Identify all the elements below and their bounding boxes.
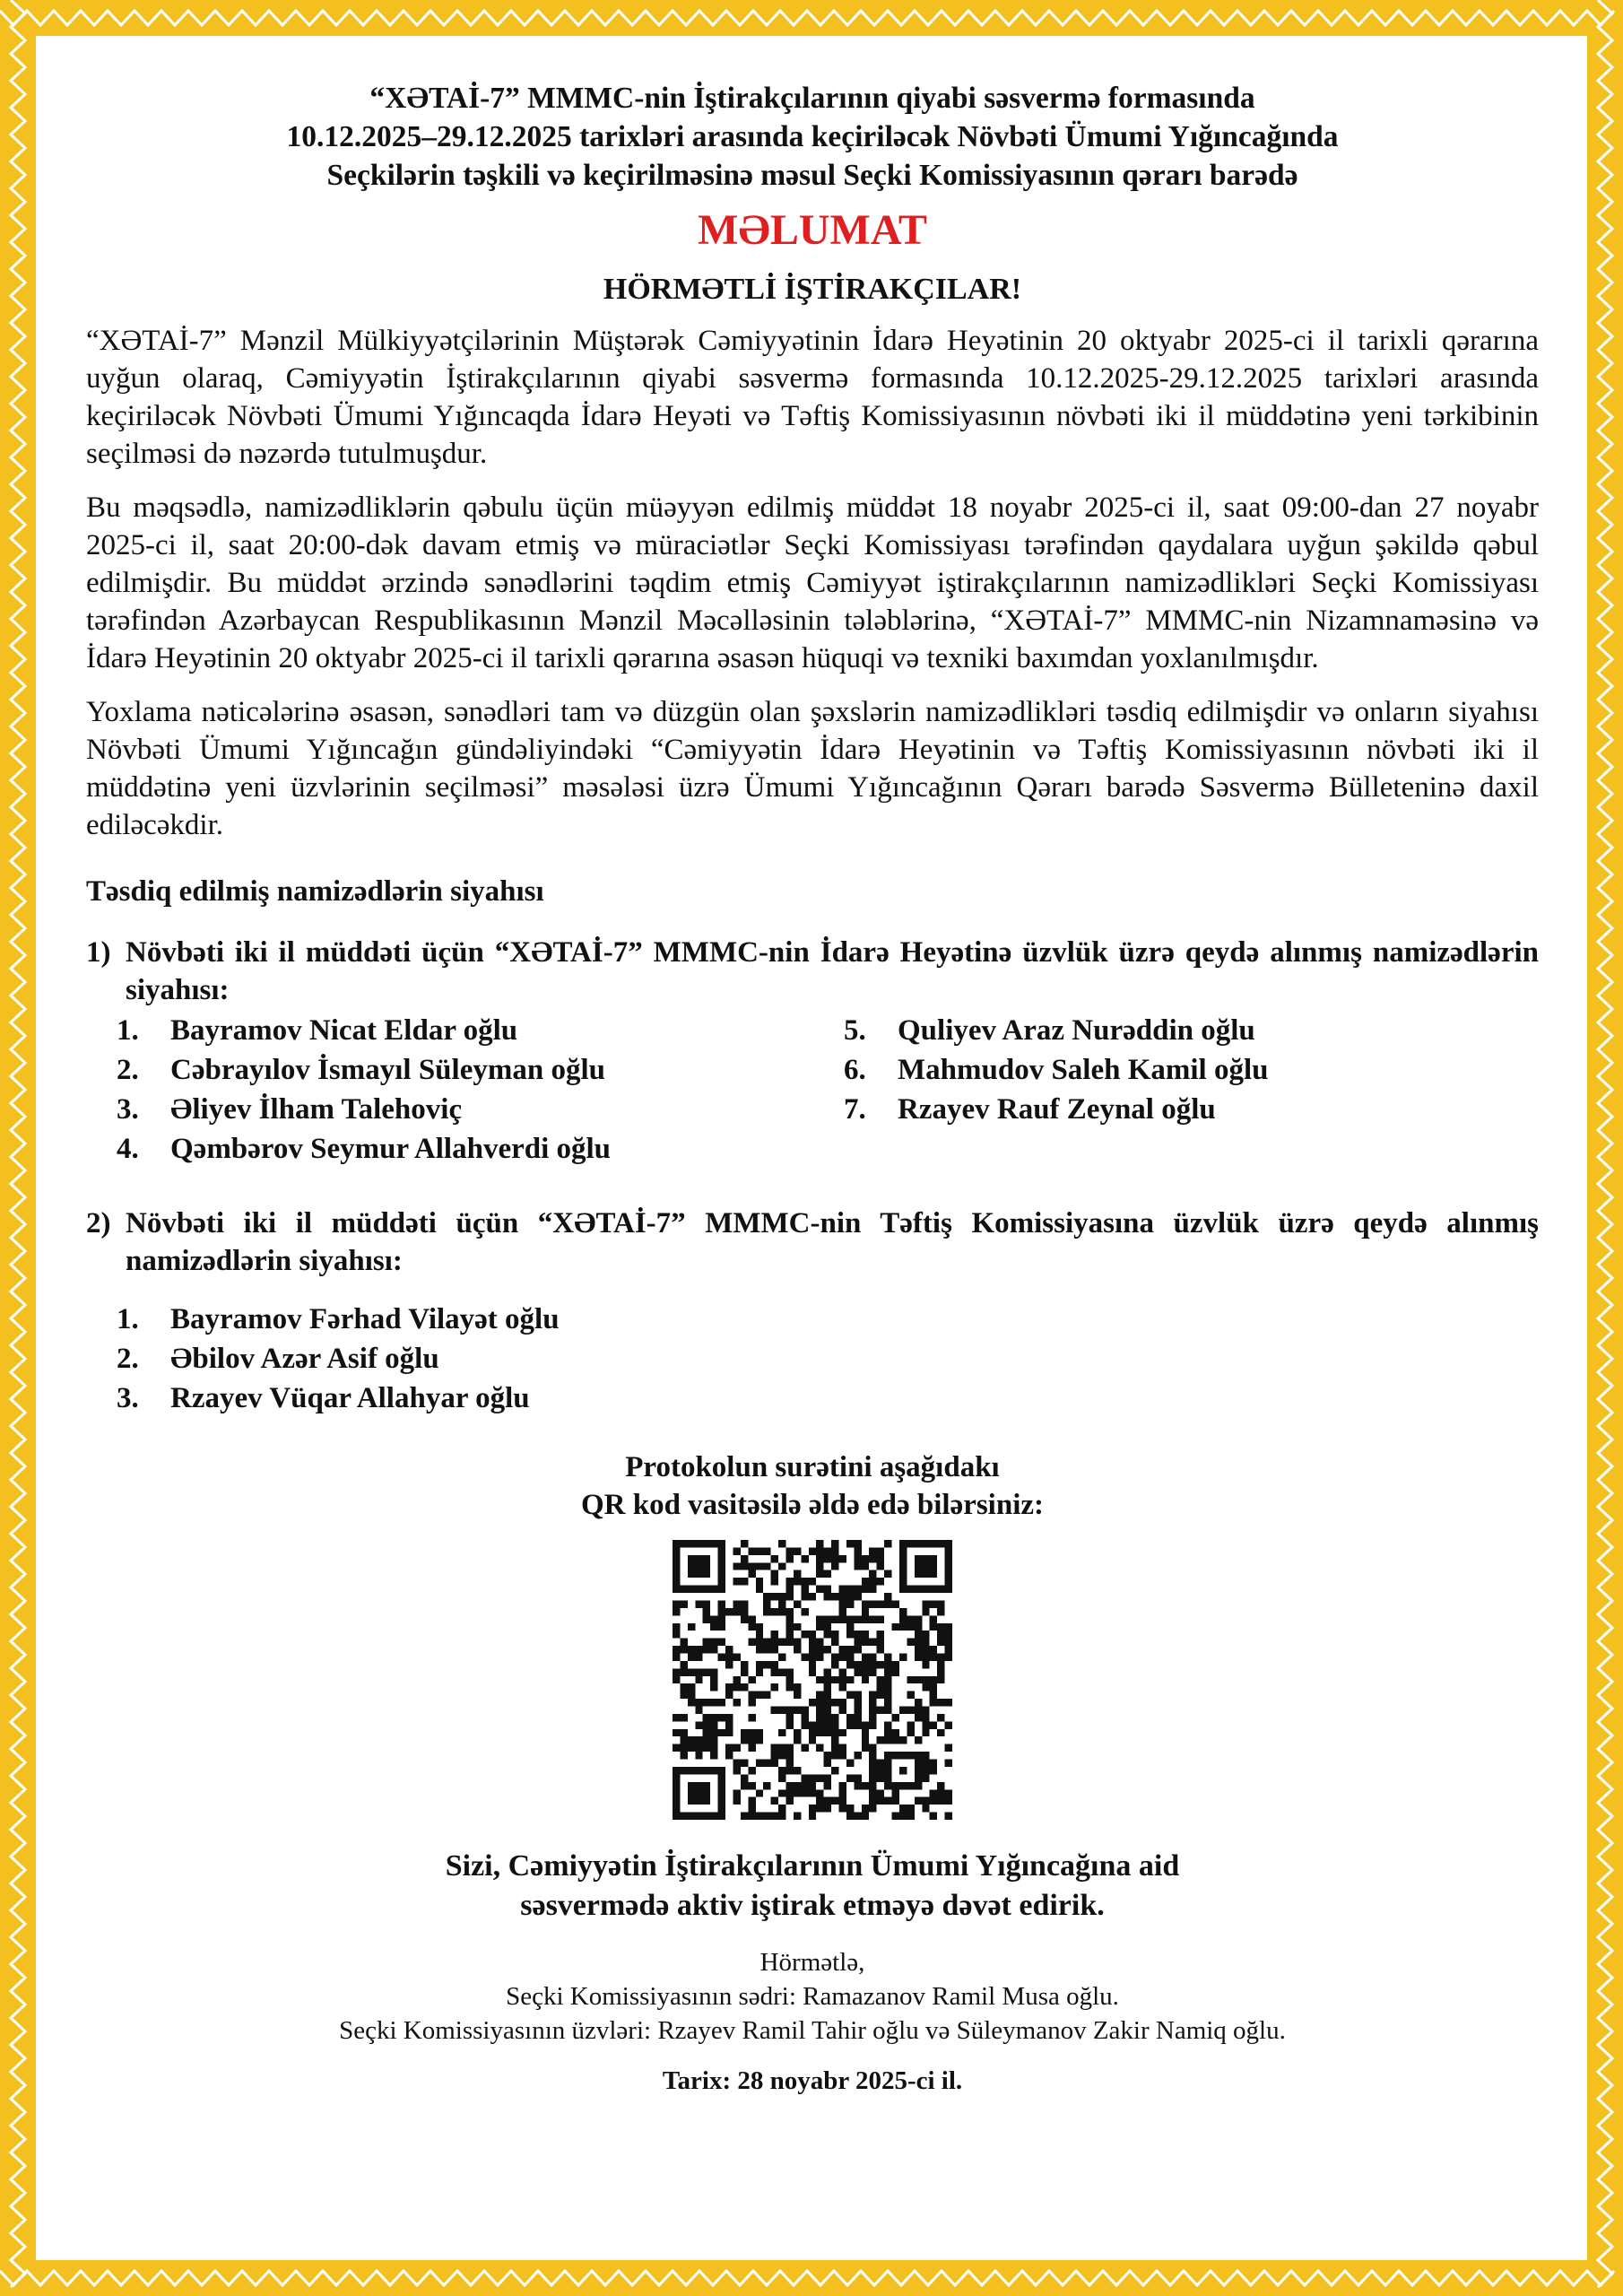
list-item: 1. Bayramov Nicat Eldar oğlu: [117, 1014, 518, 1047]
list-item: 5. Quliyev Araz Nurəddin oğlu: [844, 1014, 1255, 1047]
qr-caption: [86, 1448, 1539, 1524]
section-board-title: Növbəti iki il müddəti üçün “XƏTAİ-7” MMMC-nin İdarə Heyətinə üzvlük üzrə qeydə alınmış namizədlərin siyahısı:: [126, 936, 1539, 1006]
list-item: 3. Əliyev İlham Talehoviç: [117, 1093, 463, 1126]
signature-greeting: Hörmətlə,: [759, 1948, 865, 1977]
closing-line-1: Sizi, Cəmiyyətin İştirakçılarının Ümumi Yığıncağına aid: [445, 1849, 1180, 1883]
signature-members: Seçki Komissiyasının üzvləri: Rzayev Ramil Tahir oğlu və Süleymanov Zakir Namiq oğlu.: [339, 2016, 1286, 2045]
paragraph-2: Bu məqsədlə, namizədliklərin qəbulu üçün müəyyən edilmiş müddət 18 noyabr 2025-ci il, saat 09:00-dan 27 noyabr 2025-ci il, saat 20:00-dək davam etmiş və müraciətlər Seçki Komissiyası tərəfindən qaydalara uyğun şəkildə qəbul edilmişdir. Bu müddət ərzində sənədlərini təqdim etmiş Cəmiyyət iştirakçılarının namizədlikləri Seçki Komissiyası tərəfindən Azərbaycan Respublikasının Mənzil Məcəlləsinin tələblərinə, “XƏTAİ-7” MMMC-nin Nizamnaməsinə və İdarə Heyətinin 20 oktyabr 2025-ci il tarixli qərarına əsasən hüquqi və texniki baxımdan yoxlanılmışdır.: [86, 491, 1539, 674]
list-item: 6. Mahmudov Saleh Kamil oğlu: [844, 1054, 1269, 1086]
signature-chair: Seçki Komissiyasının sədri: Ramazanov Ramil Musa oğlu.: [506, 1982, 1119, 2011]
list-title: Təsdiq edilmiş namizədlərin siyahısı: [86, 875, 544, 908]
announcement: [86, 79, 1539, 2098]
section-audit-number: 2): [86, 1207, 111, 1239]
header-line-1: “XƏTAİ-7” MMMC-nin İştirakçılarının qiyabi səsvermə formasında: [369, 82, 1255, 115]
section-audit-heading: [86, 1205, 1539, 1280]
board-candidates: [86, 1011, 1539, 1169]
qr-caption-line-1: Protokolun surətini aşağıdakı: [625, 1451, 1000, 1483]
list-item: 2. Əbilov Azər Asif oğlu: [117, 1343, 439, 1375]
closing-message: [86, 1847, 1539, 1926]
paragraph-3: Yoxlama nəticələrinə əsasən, sənədləri tam və düzgün olan şəxslərin namizədlikləri təsdiq edilmişdir və onların siyahısı Növbəti Ümumi Yığıncağın gündəliyindəki “Cəmiyyətin İdarə Heyətinin və Təftiş Komissiyasının növbəti iki il müddətinə yeni üzvlərinin seçilməsi” məsələsi üzrə Ümumi Yığıncağının Qərarı barədə Səsvermə Bülleteninə daxil ediləcəkdir.: [86, 696, 1539, 841]
section-board-number: 1): [86, 936, 111, 969]
qr-caption-line-2: QR kod vasitəsilə əldə edə bilərsiniz:: [580, 1489, 1045, 1521]
section-audit-title: Növbəti iki il müddəti üçün “XƏTAİ-7” MMMC-nin Təftiş Komissiyasına üzvlük üzrə qeydə alınmış namizədlərin siyahısı:: [126, 1207, 1539, 1277]
list-item: 4. Qəmbərov Seymur Allahverdi oğlu: [117, 1133, 612, 1165]
header-line-2: 10.12.2025–29.12.2025 tarixləri arasında keçiriləcək Növbəti Ümumi Yığıncağında: [286, 120, 1339, 153]
closing-line-2: səsvermədə aktiv iştirak etməyə dəvət edirik.: [520, 1889, 1105, 1922]
page-title: MƏLUMAT: [698, 206, 927, 254]
section-audit: [86, 1205, 1539, 1418]
list-item: 3. Rzayev Vüqar Allahyar oğlu: [117, 1382, 530, 1414]
signature-block: [86, 1945, 1539, 2048]
audit-candidates: [86, 1300, 844, 1418]
greeting: HÖRMƏTLİ İŞTİRAKÇILAR!: [603, 273, 1022, 306]
qr-code-icon[interactable]: [673, 1540, 952, 1820]
paragraph-1: “XƏTAİ-7” Mənzil Mülkiyyətçilərinin Müştərək Cəmiyyətinin İdarə Heyətinin 20 oktyabr 2025-ci il tarixli qərarına uyğun olaraq, Cəmiyyətin İştirakçılarının qiyabi səsvermə formasında 10.12.2025-29.12.2025 tarixləri arasında keçiriləcək Növbəti Ümumi Yığıncaqda İdarə Heyəti və Təftiş Komissiyasının növbəti iki il müddətinə yeni tərkibinin seçilməsi də nəzərdə tutulmuşdur.: [86, 325, 1539, 470]
header-line-3: Seçkilərin təşkili və keçirilməsinə məsul Seçki Komissiyasının qərarı barədə: [326, 159, 1298, 192]
header: [86, 79, 1539, 195]
list-item: 1. Bayramov Fərhad Vilayət oğlu: [117, 1303, 560, 1335]
list-item: 2. Cəbrayılov İsmayıl Süleyman oğlu: [117, 1054, 605, 1086]
issue-date: Tarix: 28 noyabr 2025-ci il.: [662, 2066, 963, 2095]
list-item: 7. Rzayev Rauf Zeynal oğlu: [844, 1093, 1216, 1126]
section-board: [86, 934, 1539, 1169]
section-board-heading: [86, 934, 1539, 1009]
